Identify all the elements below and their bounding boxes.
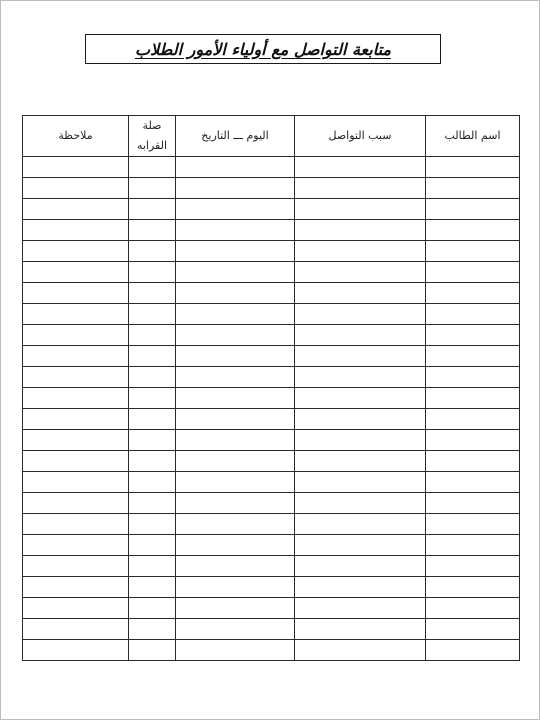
header-contact-reason: سبب التواصل xyxy=(295,116,426,157)
cell-contact-reason[interactable] xyxy=(295,325,426,346)
cell-note[interactable] xyxy=(23,346,129,367)
cell-student-name[interactable] xyxy=(426,598,520,619)
cell-day-date[interactable] xyxy=(176,619,295,640)
cell-note[interactable] xyxy=(23,325,129,346)
cell-student-name[interactable] xyxy=(426,325,520,346)
cell-contact-reason[interactable] xyxy=(295,451,426,472)
cell-contact-reason[interactable] xyxy=(295,346,426,367)
cell-note[interactable] xyxy=(23,178,129,199)
table-row xyxy=(23,619,520,640)
cell-contact-reason[interactable] xyxy=(295,619,426,640)
table-row xyxy=(23,367,520,388)
cell-student-name[interactable] xyxy=(426,619,520,640)
header-relation-line2: القرابه xyxy=(136,139,168,152)
cell-relation[interactable] xyxy=(129,388,176,409)
contact-log-table xyxy=(22,115,520,661)
cell-student-name[interactable] xyxy=(426,346,520,367)
cell-note[interactable] xyxy=(23,535,129,556)
cell-contact-reason[interactable] xyxy=(295,493,426,514)
cell-contact-reason[interactable] xyxy=(295,514,426,535)
cell-relation[interactable] xyxy=(129,430,176,451)
cell-relation[interactable] xyxy=(129,283,176,304)
table-row xyxy=(23,493,520,514)
cell-day-date[interactable] xyxy=(176,262,295,283)
cell-student-name[interactable] xyxy=(426,178,520,199)
table-row xyxy=(23,472,520,493)
cell-student-name[interactable] xyxy=(426,283,520,304)
cell-day-date[interactable] xyxy=(176,157,295,178)
cell-note[interactable] xyxy=(23,283,129,304)
table-body xyxy=(23,157,520,661)
cell-day-date[interactable] xyxy=(176,472,295,493)
table-row xyxy=(23,220,520,241)
cell-student-name[interactable] xyxy=(426,262,520,283)
cell-contact-reason[interactable] xyxy=(295,157,426,178)
cell-relation[interactable] xyxy=(129,346,176,367)
table-row xyxy=(23,178,520,199)
cell-note[interactable] xyxy=(23,367,129,388)
cell-day-date[interactable] xyxy=(176,304,295,325)
cell-contact-reason[interactable] xyxy=(295,535,426,556)
cell-note[interactable] xyxy=(23,241,129,262)
cell-relation[interactable] xyxy=(129,619,176,640)
table-row xyxy=(23,640,520,661)
cell-day-date[interactable] xyxy=(176,451,295,472)
cell-note[interactable] xyxy=(23,199,129,220)
cell-note[interactable] xyxy=(23,388,129,409)
cell-contact-reason[interactable] xyxy=(295,262,426,283)
cell-note[interactable] xyxy=(23,157,129,178)
cell-student-name[interactable] xyxy=(426,241,520,262)
cell-day-date[interactable] xyxy=(176,577,295,598)
header-student-name: اسم الطالب xyxy=(426,116,520,157)
table-row xyxy=(23,346,520,367)
cell-student-name[interactable] xyxy=(426,472,520,493)
header-relation xyxy=(129,116,176,157)
cell-day-date[interactable] xyxy=(176,514,295,535)
cell-student-name[interactable] xyxy=(426,409,520,430)
cell-note[interactable] xyxy=(23,493,129,514)
table-row xyxy=(23,241,520,262)
table-row xyxy=(23,535,520,556)
table-row xyxy=(23,304,520,325)
cell-relation[interactable] xyxy=(129,241,176,262)
cell-relation[interactable] xyxy=(129,577,176,598)
table-row xyxy=(23,451,520,472)
cell-relation[interactable] xyxy=(129,514,176,535)
cell-day-date[interactable] xyxy=(176,598,295,619)
table-header-row xyxy=(23,116,520,157)
cell-note[interactable] xyxy=(23,640,129,661)
cell-student-name[interactable] xyxy=(426,157,520,178)
cell-relation[interactable] xyxy=(129,199,176,220)
cell-student-name[interactable] xyxy=(426,367,520,388)
cell-student-name[interactable] xyxy=(426,493,520,514)
header-note: ملاحظة xyxy=(23,116,129,157)
cell-contact-reason[interactable] xyxy=(295,178,426,199)
cell-student-name[interactable] xyxy=(426,514,520,535)
cell-day-date[interactable] xyxy=(176,430,295,451)
table-row xyxy=(23,409,520,430)
cell-relation[interactable] xyxy=(129,451,176,472)
cell-student-name[interactable] xyxy=(426,535,520,556)
cell-day-date[interactable] xyxy=(176,493,295,514)
cell-contact-reason[interactable] xyxy=(295,577,426,598)
cell-note[interactable] xyxy=(23,577,129,598)
cell-contact-reason[interactable] xyxy=(295,304,426,325)
title-box xyxy=(85,34,441,64)
cell-student-name[interactable] xyxy=(426,199,520,220)
header-day-date: اليوم ـــ التاريخ xyxy=(176,116,295,157)
table-row xyxy=(23,430,520,451)
cell-relation[interactable] xyxy=(129,556,176,577)
cell-student-name[interactable] xyxy=(426,451,520,472)
cell-student-name[interactable] xyxy=(426,640,520,661)
cell-note[interactable] xyxy=(23,472,129,493)
cell-day-date[interactable] xyxy=(176,640,295,661)
cell-day-date[interactable] xyxy=(176,388,295,409)
cell-contact-reason[interactable] xyxy=(295,640,426,661)
cell-day-date[interactable] xyxy=(176,199,295,220)
cell-note[interactable] xyxy=(23,220,129,241)
cell-student-name[interactable] xyxy=(426,388,520,409)
cell-relation[interactable] xyxy=(129,598,176,619)
table-row xyxy=(23,388,520,409)
cell-relation[interactable] xyxy=(129,493,176,514)
cell-student-name[interactable] xyxy=(426,556,520,577)
cell-relation[interactable] xyxy=(129,304,176,325)
cell-day-date[interactable] xyxy=(176,325,295,346)
table-row xyxy=(23,283,520,304)
cell-contact-reason[interactable] xyxy=(295,598,426,619)
cell-day-date[interactable] xyxy=(176,556,295,577)
cell-day-date[interactable] xyxy=(176,220,295,241)
table-row xyxy=(23,262,520,283)
cell-note[interactable] xyxy=(23,598,129,619)
table-row xyxy=(23,577,520,598)
table-row xyxy=(23,556,520,577)
cell-relation[interactable] xyxy=(129,640,176,661)
cell-relation[interactable] xyxy=(129,157,176,178)
cell-student-name[interactable] xyxy=(426,430,520,451)
cell-note[interactable] xyxy=(23,262,129,283)
header-relation-line1: صلة xyxy=(142,119,162,132)
cell-day-date[interactable] xyxy=(176,409,295,430)
cell-contact-reason[interactable] xyxy=(295,409,426,430)
page-title: متابعة التواصل مع أولياء الأمور الطلاب xyxy=(135,39,391,59)
cell-day-date[interactable] xyxy=(176,178,295,199)
cell-day-date[interactable] xyxy=(176,535,295,556)
cell-note[interactable] xyxy=(23,409,129,430)
cell-contact-reason[interactable] xyxy=(295,241,426,262)
cell-relation[interactable] xyxy=(129,262,176,283)
cell-contact-reason[interactable] xyxy=(295,199,426,220)
cell-note[interactable] xyxy=(23,619,129,640)
table-row xyxy=(23,514,520,535)
cell-student-name[interactable] xyxy=(426,577,520,598)
cell-day-date[interactable] xyxy=(176,241,295,262)
cell-contact-reason[interactable] xyxy=(295,430,426,451)
cell-contact-reason[interactable] xyxy=(295,556,426,577)
cell-relation[interactable] xyxy=(129,178,176,199)
table-row xyxy=(23,598,520,619)
cell-contact-reason[interactable] xyxy=(295,472,426,493)
cell-student-name[interactable] xyxy=(426,304,520,325)
cell-relation[interactable] xyxy=(129,220,176,241)
cell-relation[interactable] xyxy=(129,409,176,430)
table-row xyxy=(23,325,520,346)
cell-note[interactable] xyxy=(23,556,129,577)
cell-contact-reason[interactable] xyxy=(295,388,426,409)
cell-student-name[interactable] xyxy=(426,220,520,241)
cell-day-date[interactable] xyxy=(176,346,295,367)
cell-day-date[interactable] xyxy=(176,367,295,388)
table-row xyxy=(23,199,520,220)
cell-relation[interactable] xyxy=(129,325,176,346)
cell-relation[interactable] xyxy=(129,472,176,493)
cell-day-date[interactable] xyxy=(176,283,295,304)
cell-relation[interactable] xyxy=(129,535,176,556)
cell-note[interactable] xyxy=(23,430,129,451)
cell-note[interactable] xyxy=(23,304,129,325)
cell-relation[interactable] xyxy=(129,367,176,388)
cell-contact-reason[interactable] xyxy=(295,367,426,388)
cell-note[interactable] xyxy=(23,514,129,535)
table-row xyxy=(23,157,520,178)
cell-note[interactable] xyxy=(23,451,129,472)
cell-contact-reason[interactable] xyxy=(295,220,426,241)
cell-contact-reason[interactable] xyxy=(295,283,426,304)
